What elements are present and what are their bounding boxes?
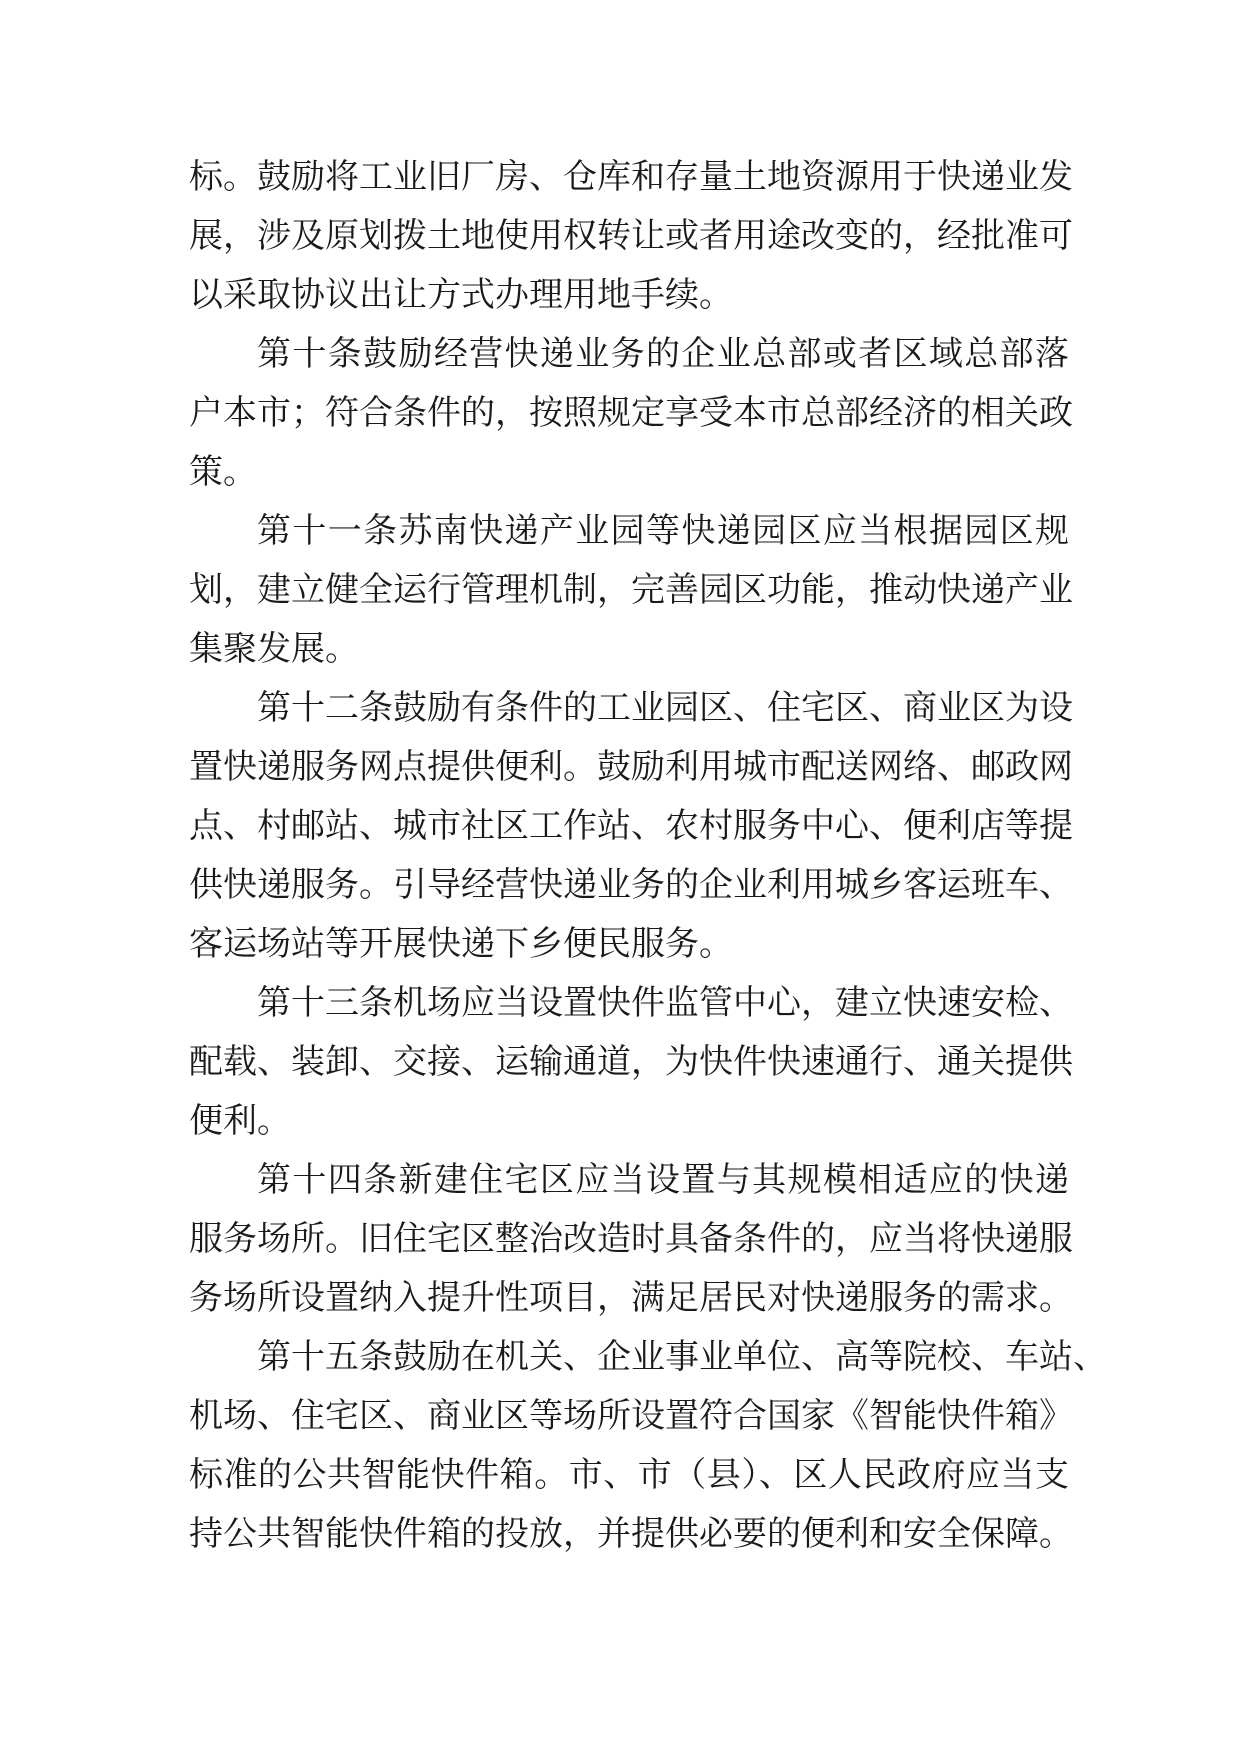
paragraph-article-13 [189, 974, 1073, 1151]
text-line: 务场所设置纳入提升性项目，满足居民对快递服务的需求。 [189, 1278, 1073, 1318]
text-line: 点、村邮站、城市社区工作站、农村服务中心、便利店等提 [189, 806, 1073, 846]
text-line: 第十二条鼓励有条件的工业园区、住宅区、商业区为设 [257, 688, 1073, 728]
paragraph-article-12 [189, 679, 1073, 974]
paragraph-article-15 [189, 1328, 1107, 1564]
text-line: 客运场站等开展快递下乡便民服务。 [189, 924, 733, 964]
text-line: 第十条鼓励经营快递业务的企业总部或者区域总部落 [257, 334, 1069, 374]
text-line: 以采取协议出让方式办理用地手续。 [189, 275, 733, 315]
text-line: 置快递服务网点提供便利。鼓励利用城市配送网络、邮政网 [189, 747, 1073, 787]
text-line: 便利。 [189, 1101, 291, 1141]
text-line: 展，涉及原划拨土地使用权转让或者用途改变的，经批准可 [189, 216, 1073, 256]
text-line: 第十三条机场应当设置快件监管中心，建立快速安检、 [257, 983, 1073, 1023]
paragraph-article-10 [189, 325, 1073, 502]
text-line: 策。 [189, 452, 257, 492]
paragraph-article-14 [189, 1151, 1073, 1328]
text-line: 第十五条鼓励在机关、企业事业单位、高等院校、车站、 [257, 1337, 1107, 1377]
text-line: 配载、装卸、交接、运输通道，为快件快速通行、通关提供 [189, 1042, 1073, 1082]
text-line: 标。鼓励将工业旧厂房、仓库和存量土地资源用于快递业发 [189, 157, 1073, 197]
text-line: 第十一条苏南快递产业园等快递园区应当根据园区规 [257, 511, 1069, 551]
text-line: 户本市；符合条件的，按照规定享受本市总部经济的相关政 [189, 393, 1073, 433]
text-line: 划，建立健全运行管理机制，完善园区功能，推动快递产业 [189, 570, 1073, 610]
text-line: 标准的公共智能快件箱。市、市（县）、区人民政府应当支 [189, 1455, 1069, 1495]
document-body [189, 148, 1107, 1564]
paragraph-article-11 [189, 502, 1073, 679]
text-line: 供快递服务。引导经营快递业务的企业利用城乡客运班车、 [189, 865, 1073, 905]
paragraph [189, 148, 1073, 325]
text-line: 集聚发展。 [189, 629, 359, 669]
text-line: 持公共智能快件箱的投放，并提供必要的便利和安全保障。 [189, 1514, 1073, 1554]
text-line: 第十四条新建住宅区应当设置与其规模相适应的快递 [257, 1160, 1069, 1200]
text-line: 机场、住宅区、商业区等场所设置符合国家《智能快件箱》 [189, 1396, 1073, 1436]
text-line: 服务场所。旧住宅区整治改造时具备条件的，应当将快递服 [189, 1219, 1073, 1259]
